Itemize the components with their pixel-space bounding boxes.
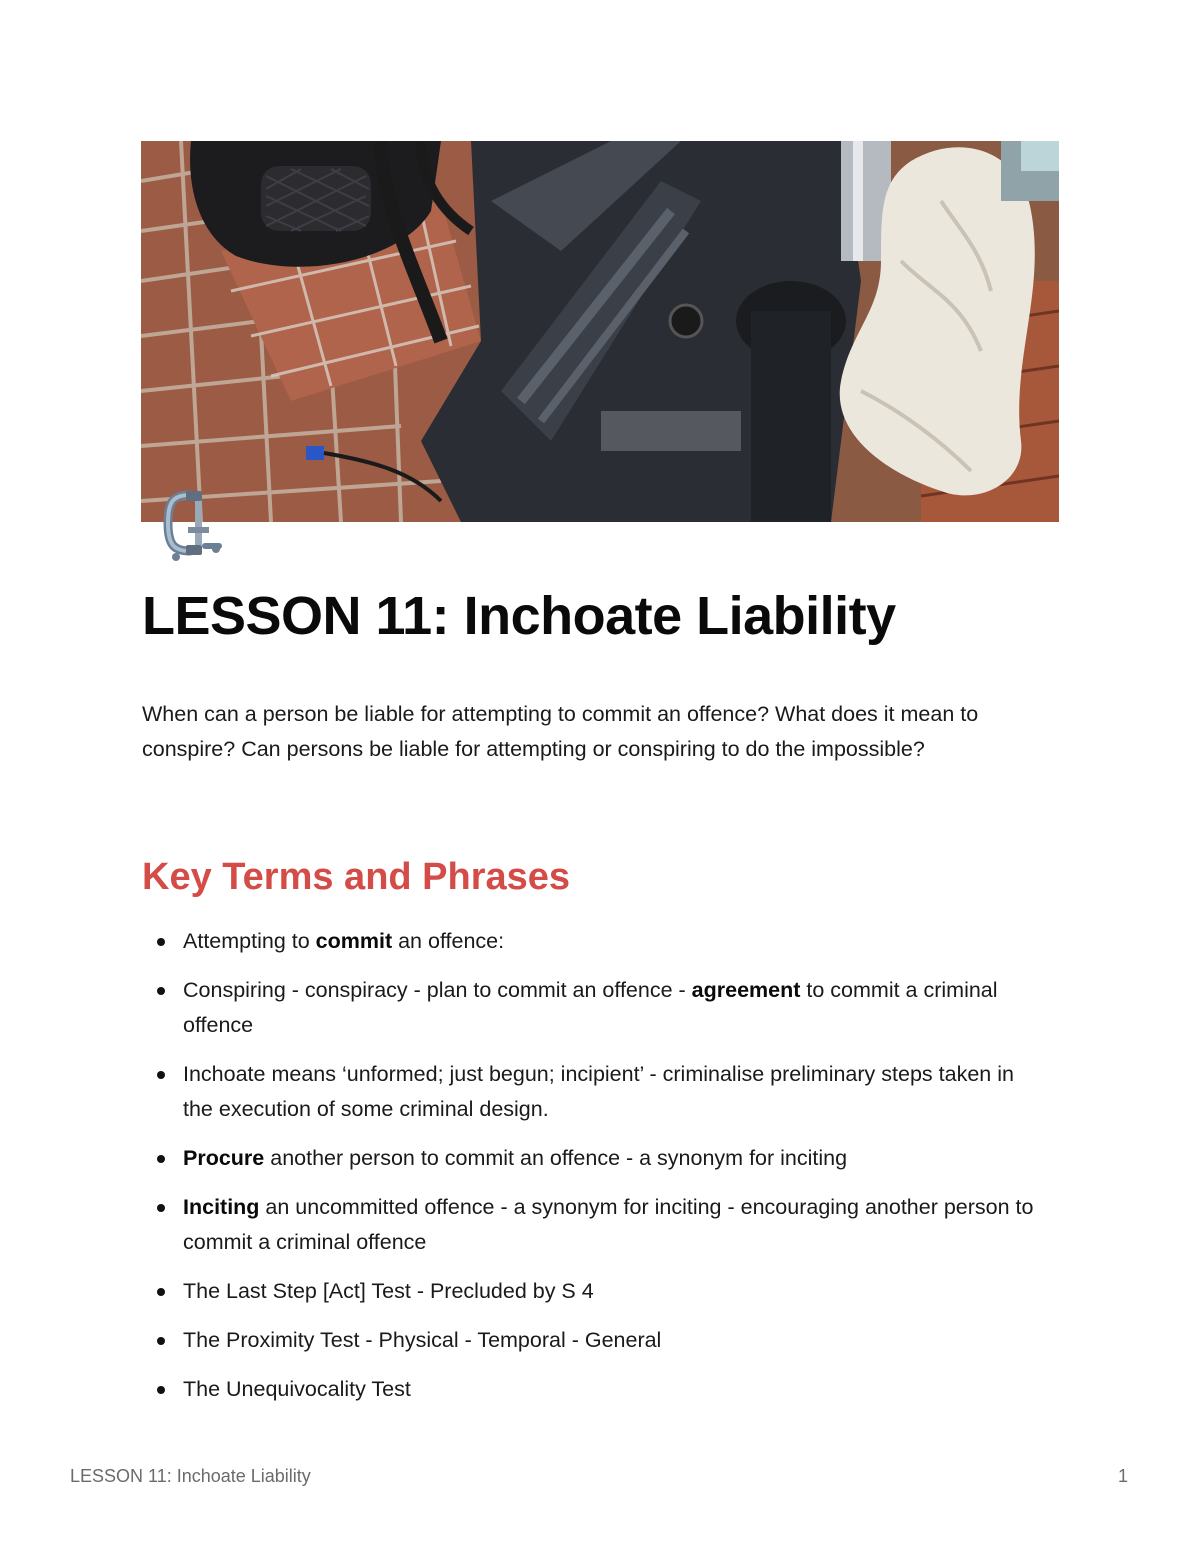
page-title: LESSON 11: Inchoate Liability bbox=[142, 586, 896, 646]
bullet-icon bbox=[157, 1386, 165, 1394]
list-item: The Last Step [Act] Test - Precluded by S 4 bbox=[142, 1274, 1042, 1309]
bullet-icon bbox=[157, 1204, 165, 1212]
list-item: The Unequivocality Test bbox=[142, 1372, 1042, 1407]
key-terms-heading: Key Terms and Phrases bbox=[142, 856, 571, 898]
list-item: The Proximity Test - Physical - Temporal - General bbox=[142, 1323, 1042, 1358]
clamp-icon bbox=[160, 487, 226, 563]
cover-photo-illustration bbox=[141, 141, 1059, 522]
bullet-icon bbox=[157, 1071, 165, 1079]
cover-image bbox=[141, 141, 1059, 522]
intro-paragraph: When can a person be liable for attempting to commit an offence? What does it mean to conspire? Can persons be liable for attempting or conspiring to do the impossible? bbox=[142, 702, 979, 761]
list-item: Inchoate means ‘unformed; just begun; incipient’ - criminalise preliminary steps taken in the execution of some criminal design. bbox=[142, 1057, 1042, 1127]
bullet-icon bbox=[157, 1337, 165, 1345]
bullet-icon bbox=[157, 938, 165, 946]
bullet-icon bbox=[157, 1155, 165, 1163]
list-item: Attempting to commit an offence: bbox=[142, 924, 1042, 959]
list-item: Conspiring - conspiracy - plan to commit an offence - agreement to commit a criminal offence bbox=[142, 973, 1042, 1043]
list-item: Inciting an uncommitted offence - a synonym for inciting - encouraging another person to commit a criminal offence bbox=[142, 1190, 1042, 1260]
key-terms-list bbox=[142, 924, 1042, 1421]
bullet-icon bbox=[157, 1288, 165, 1296]
bullet-icon bbox=[157, 987, 165, 995]
list-item: Procure another person to commit an offence - a synonym for inciting bbox=[142, 1141, 1042, 1176]
page-number: 1 bbox=[1118, 1466, 1129, 1486]
footer-title: LESSON 11: Inchoate Liability bbox=[70, 1466, 311, 1486]
